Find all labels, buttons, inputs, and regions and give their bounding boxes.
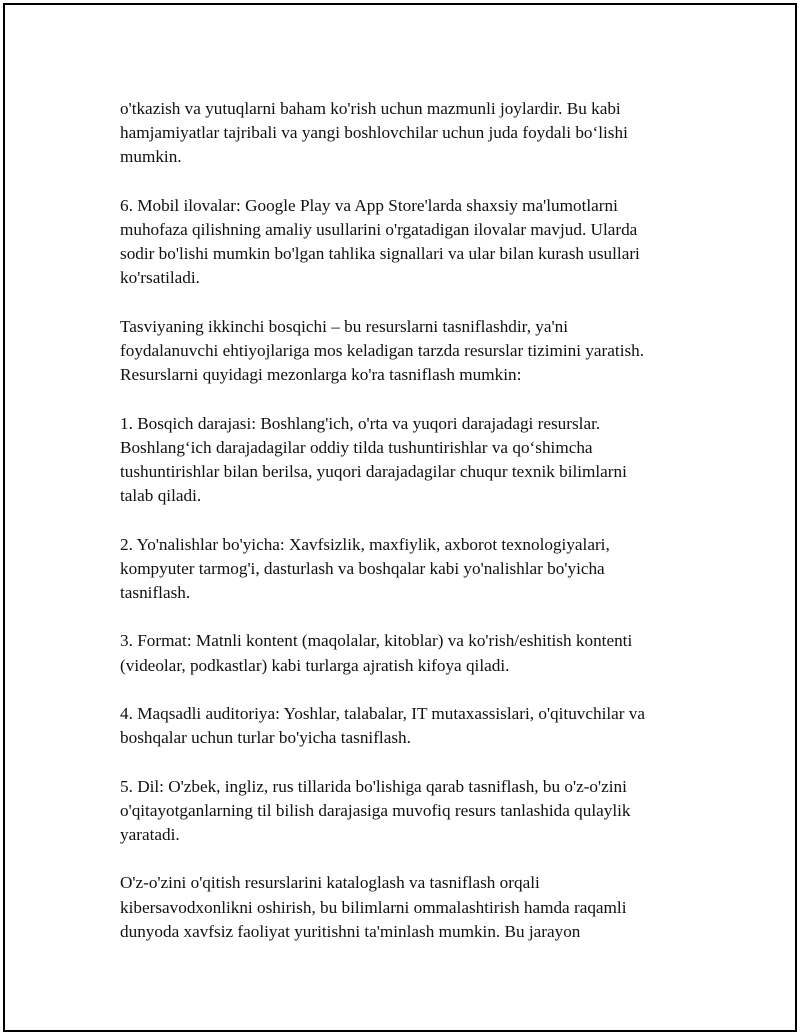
text-line: tasniflash. — [120, 583, 191, 602]
text-line: boshqalar uchun turlar bo'yicha tasniflash. — [120, 728, 411, 748]
paragraph-audience — [120, 702, 695, 750]
text-line: O'z-o'zini o'qitish resurslarini kataloglash va tasniflash orqali — [120, 873, 540, 893]
text-line: Boshlangʻich darajadagilar oddiy tilda tushuntirishlar va qoʻshimcha — [120, 437, 593, 457]
text-line: 1. Bosqich darajasi: Boshlang'ich, o'rta va yuqori darajadagi resurslar. — [120, 413, 601, 433]
text-line: ko'rsatiladi. — [120, 268, 200, 288]
text-line: 6. Mobil ilovalar: Google Play va App Store'larda shaxsiy ma'lumotlarni — [120, 195, 618, 215]
text-line: hamjamiyatlar tajribali va yangi boshlovchilar uchun juda foydali boʻlishi — [120, 123, 628, 143]
text-line: 5. Dil: O'zbek, ingliz, rus tillarida bo'lishiga qarab tasniflash, bu o'z-o'zini — [120, 776, 627, 796]
text-line: 2. Yo'nalishlar bo'yicha: Xavfsizlik, maxfiylik, axborot texnologiyalari, — [120, 534, 610, 554]
paragraph-community — [120, 97, 695, 170]
text-line: sodir bo'lishi mumkin bo'lgan tahlika signallari va ular bilan kurash usullari — [120, 244, 640, 264]
text-line: tushuntirishlar bilan berilsa, yuqori darajadagilar chuqur texnik bilimlarni — [120, 462, 627, 481]
text-line: dunyoda xavfsiz faoliyat yuritishni ta'minlash mumkin. Bu jarayon — [120, 921, 581, 941]
paragraph-second-stage — [120, 315, 695, 388]
text-line: kibersavodxonlikni oshirish, bu bilimlarni ommalashtirish hamda raqamli — [120, 897, 627, 917]
text-line: mumkin. — [120, 147, 182, 167]
text-line: talab qiladi. — [120, 486, 202, 506]
text-line: Resurslarni quyidagi mezonlarga ko'ra tasniflash mumkin: — [120, 365, 522, 385]
paragraph-directions — [120, 533, 695, 606]
text-line: foydalanuvchi ehtiyojlariga mos keladigan tarzda resurslar tizimini yaratish. — [120, 341, 645, 360]
text-line: yaratadi. — [120, 824, 180, 844]
paragraph-level — [120, 412, 695, 509]
text-line: 3. Format: Matnli kontent (maqolalar, kitoblar) va ko'rish/eshitish kontenti — [120, 631, 633, 651]
text-line: o'tkazish va yutuqlarni baham ko'rish uchun mazmunli joylardir. Bu kabi — [120, 99, 621, 118]
document-body — [120, 97, 695, 968]
document-page — [3, 3, 797, 1032]
paragraph-language — [120, 775, 695, 848]
text-line: muhofaza qilishning amaliy usullarini o'rgatadigan ilovalar mavjud. Ularda — [120, 220, 638, 239]
text-line: (videolar, podkastlar) kabi turlarga ajratish kifoya qiladi. — [120, 655, 510, 675]
text-line: 4. Maqsadli auditoriya: Yoshlar, talabalar, IT mutaxassislari, o'qituvchilar va — [120, 703, 646, 723]
paragraph-mobile-apps — [120, 194, 695, 291]
paragraph-conclusion — [120, 871, 695, 944]
text-line: o'qitayotganlarning til bilish darajasiga muvofiq resurs tanlashida qulaylik — [120, 800, 631, 820]
text-line: Tasviyaning ikkinchi bosqichi – bu resurslarni tasniflashdir, ya'ni — [120, 316, 568, 336]
paragraph-format — [120, 629, 695, 677]
text-line: kompyuter tarmog'i, dasturlash va boshqalar kabi yo'nalishlar bo'yicha — [120, 558, 605, 578]
